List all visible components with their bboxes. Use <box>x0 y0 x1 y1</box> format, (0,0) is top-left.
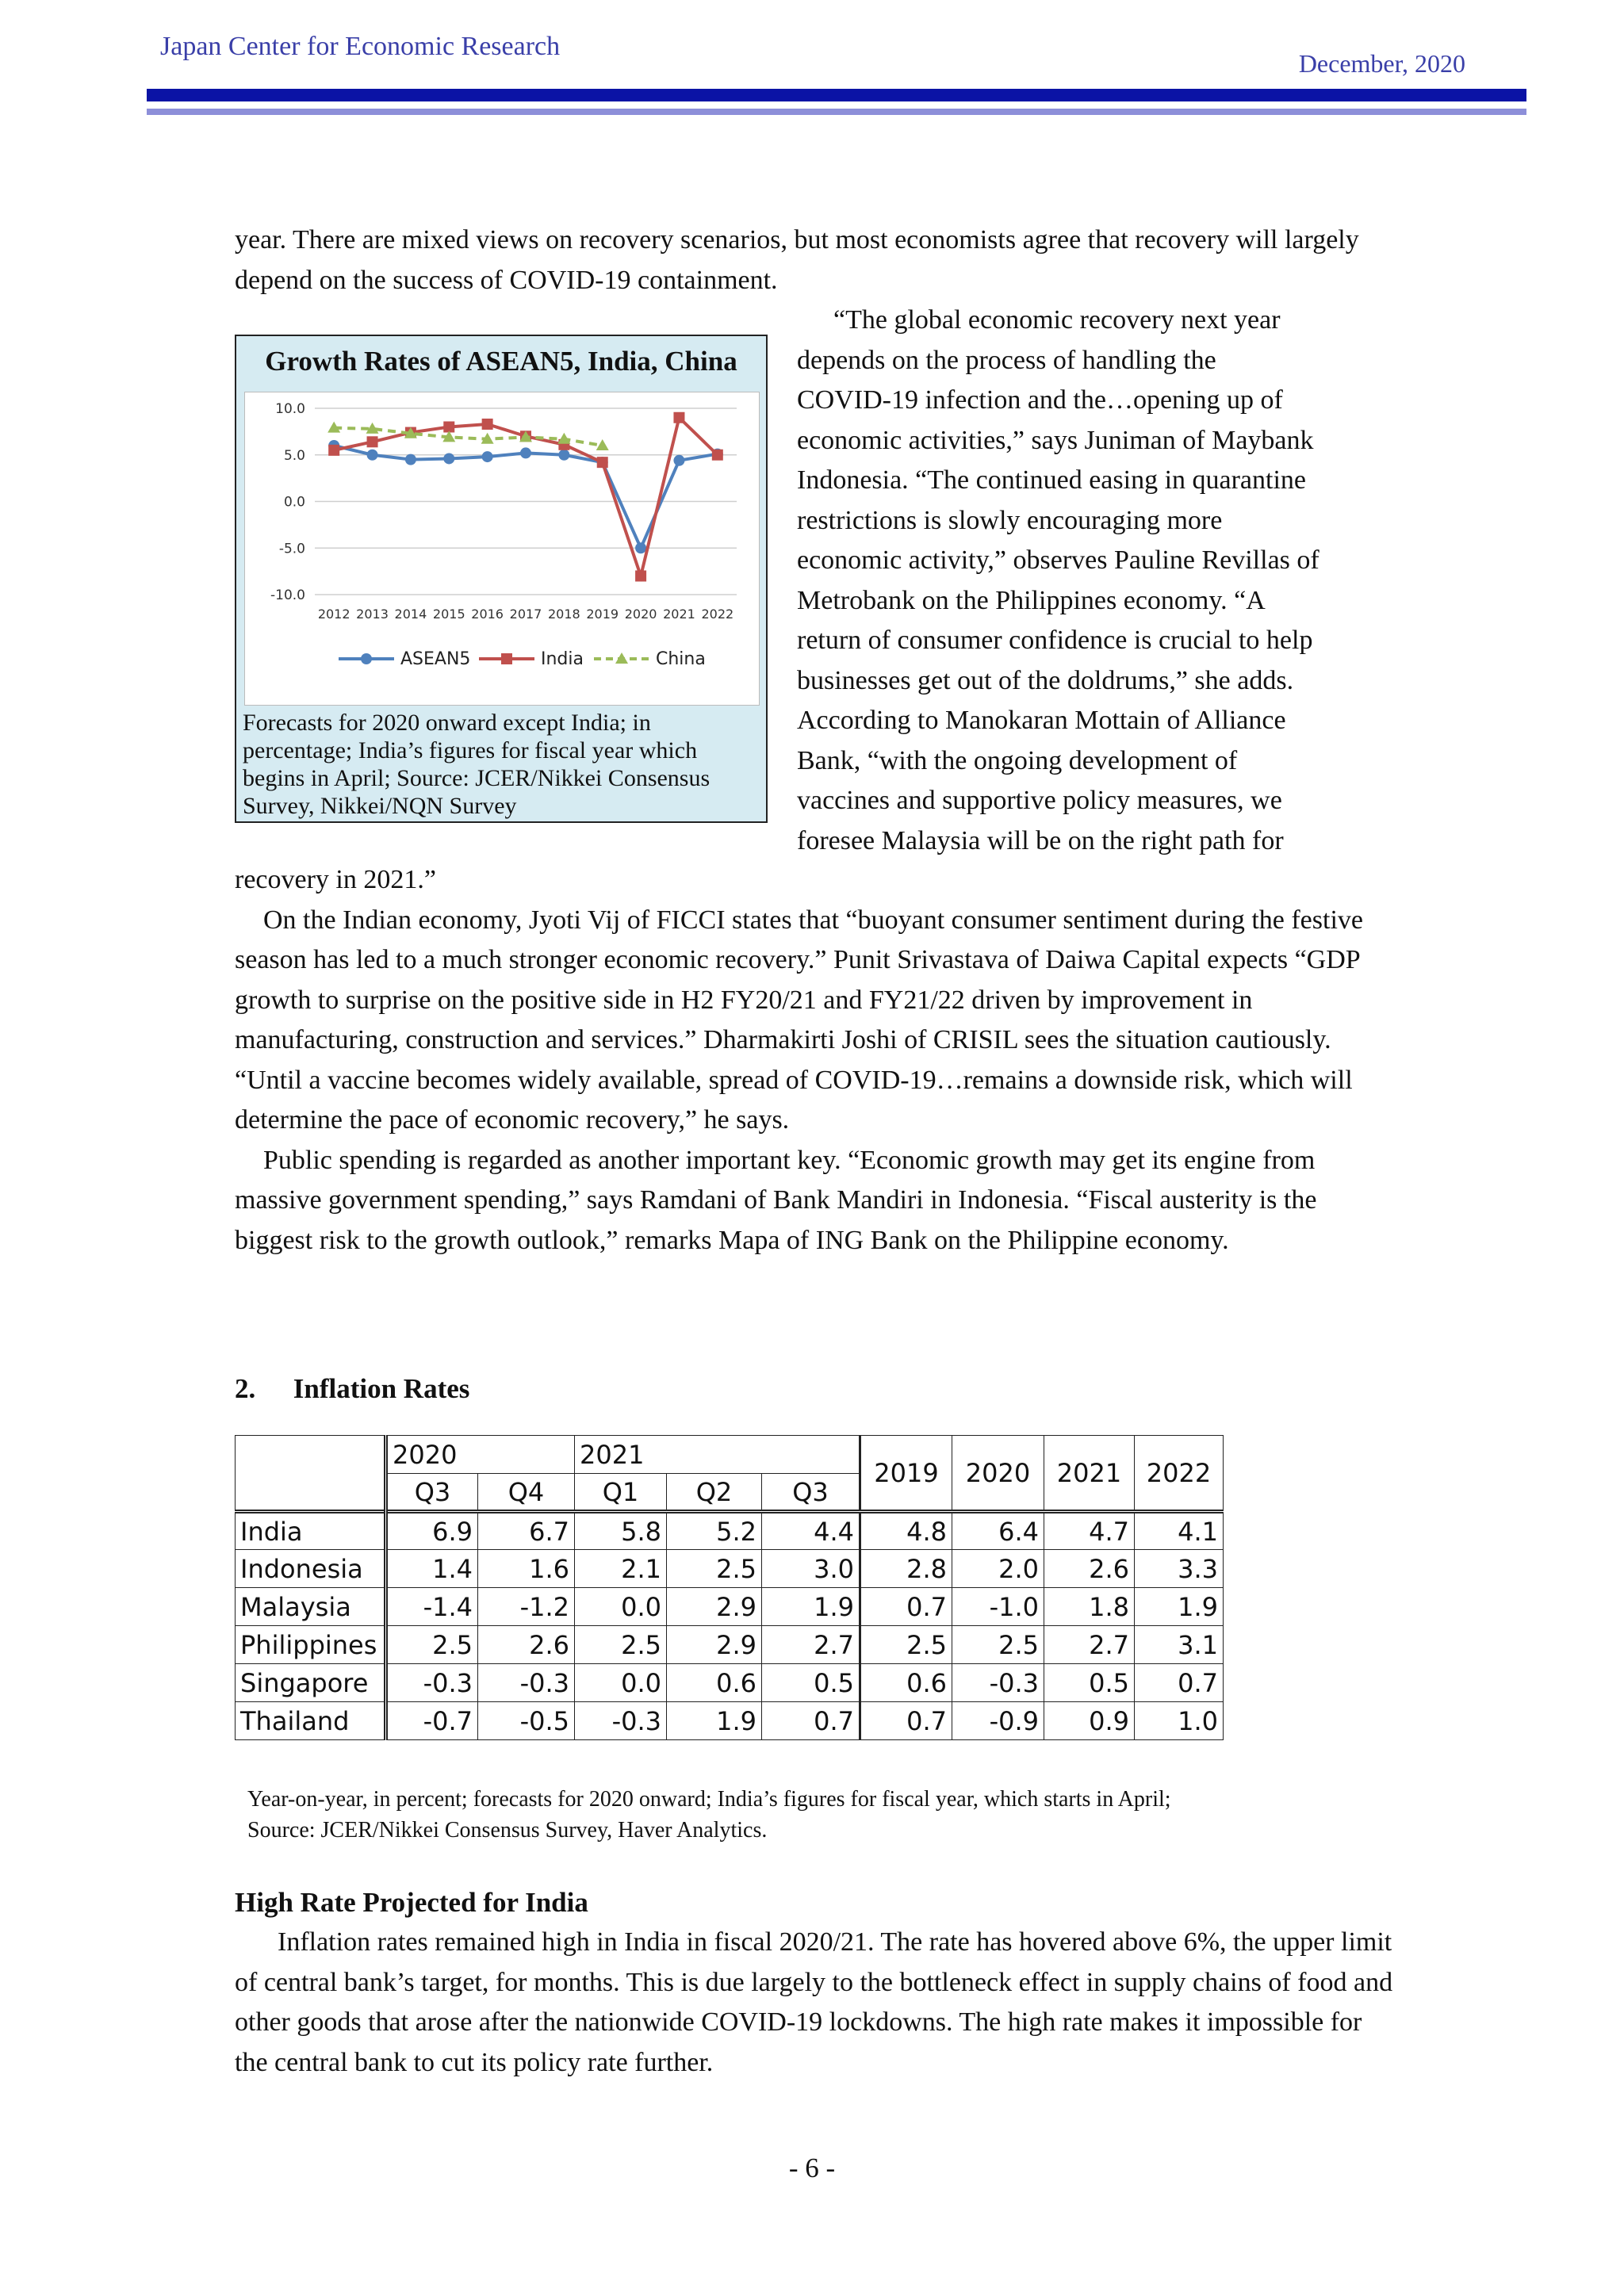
side-line: economic activity,” observes Pauline Revillas of <box>797 545 1320 575</box>
chart-area <box>244 392 760 706</box>
x-tick-label: 2019 <box>586 607 619 622</box>
table-corner-cell <box>236 1436 386 1512</box>
x-tick-label: 2022 <box>701 607 734 622</box>
paragraph-india-inflation-text: Inflation rates remained high in India in fiscal 2020/21. The rate has hovered above 6%, the upper limit of central bank’s target, for months. This is due largely to the bottleneck effect in supply chains of food and other goods that arose after the nationwide COVID-19 lockdowns. The high rate makes it impossible for the central bank to cut its policy rate further. <box>235 1927 1393 2077</box>
table-note-line: Year-on-year, in percent; forecasts for 2020 onward; India’s figures for fiscal year, which starts in April; <box>247 1787 1171 1812</box>
year-header: 2021 <box>575 1436 860 1474</box>
country-cell: Malaysia <box>236 1588 386 1626</box>
annual-header: 2019 <box>860 1436 952 1512</box>
annual-value-cell: 2.0 <box>952 1550 1044 1588</box>
quarter-value-cell: 5.8 <box>575 1512 667 1550</box>
quarter-value-cell: 0.6 <box>667 1664 762 1702</box>
data-point-asean5 <box>367 450 378 461</box>
annual-value-cell: 3.1 <box>1135 1626 1224 1664</box>
y-tick-label: 5.0 <box>283 447 305 464</box>
x-tick-label: 2016 <box>471 607 504 622</box>
quarter-value-cell: 0.0 <box>575 1664 667 1702</box>
growth-chart <box>245 392 759 705</box>
annual-header: 2020 <box>952 1436 1044 1512</box>
side-line: businesses get out of the doldrums,” she adds. <box>797 665 1294 695</box>
section-title: Inflation Rates <box>293 1373 470 1404</box>
inflation-table <box>235 1435 1224 1740</box>
annual-value-cell: 2.7 <box>1044 1626 1135 1664</box>
data-point-asean5 <box>443 453 454 464</box>
annual-value-cell: 4.1 <box>1135 1512 1224 1550</box>
quarter-value-cell: -0.3 <box>575 1702 667 1740</box>
y-tick-label: -10.0 <box>270 587 305 603</box>
data-point-india <box>712 450 723 461</box>
quarter-value-cell: -0.7 <box>386 1702 478 1740</box>
annual-value-cell: 1.8 <box>1044 1588 1135 1626</box>
header-org: Japan Center for Economic Research <box>160 32 561 61</box>
annual-value-cell: 0.5 <box>1044 1664 1135 1702</box>
section-heading <box>235 1373 469 1405</box>
quarter-header: Q2 <box>667 1474 762 1512</box>
legend-marker-asean5 <box>361 653 372 664</box>
annual-value-cell: -0.3 <box>952 1664 1044 1702</box>
data-point-asean5 <box>482 451 493 462</box>
side-line: foresee Malaysia will be on the right path for <box>797 825 1284 855</box>
side-line: vaccines and supportive policy measures, we <box>797 786 1282 815</box>
quarter-header: Q3 <box>762 1474 860 1512</box>
y-tick-label: 0.0 <box>283 494 305 511</box>
paragraph-india: On the Indian economy, Jyoti Vij of FICCI states that “buoyant consumer sentiment during the festive season has led to a much stronger economic recovery.” Punit Srivastava of Daiwa Capital expects “GDP growth to surprise on the positive side in H2 FY20/21 and FY21/22 driven by improvement in manufacturing, construction and services.” Dharmakirti Joshi of CRISIL sees the situation cautiously. “Until a vaccine becomes widely available, spread of COVID-19…remains a downside risk, which will determine the pace of economic recovery,” he says. <box>235 905 1363 1135</box>
data-point-india <box>673 412 684 423</box>
quarter-value-cell: 1.6 <box>478 1550 575 1588</box>
country-cell: Singapore <box>236 1664 386 1702</box>
annual-value-cell: 4.8 <box>860 1512 952 1550</box>
x-tick-label: 2018 <box>548 607 580 622</box>
quarter-header: Q4 <box>478 1474 575 1512</box>
annual-value-cell: 2.8 <box>860 1550 952 1588</box>
legend-marker-china <box>615 652 628 664</box>
header-date: December, 2020 <box>1298 49 1465 78</box>
quarter-value-cell: 0.5 <box>762 1664 860 1702</box>
side-line: economic activities,” says Juniman of Maybank <box>797 425 1314 455</box>
quarter-value-cell: -0.3 <box>386 1664 478 1702</box>
quarter-value-cell: 2.1 <box>575 1550 667 1588</box>
quarter-header: Q1 <box>575 1474 667 1512</box>
annual-value-cell: 6.4 <box>952 1512 1044 1550</box>
side-line: “The global economic recovery next year <box>833 305 1281 335</box>
side-line: According to Manokaran Mottain of Alliance <box>797 706 1286 735</box>
data-point-india <box>482 419 493 430</box>
table-row <box>236 1588 1224 1626</box>
side-line: Bank, “with the ongoing development of <box>797 745 1238 775</box>
side-column <box>797 300 1400 861</box>
annual-header: 2021 <box>1044 1436 1135 1512</box>
quarter-value-cell: 5.2 <box>667 1512 762 1550</box>
data-point-china <box>596 439 609 450</box>
quarter-value-cell: 6.9 <box>386 1512 478 1550</box>
section-number: 2. <box>235 1373 256 1404</box>
x-tick-label: 2017 <box>509 607 542 622</box>
table-row <box>236 1626 1224 1664</box>
quarter-value-cell: 2.7 <box>762 1626 860 1664</box>
quarter-value-cell: 1.9 <box>667 1702 762 1740</box>
quarter-value-cell: 1.4 <box>386 1550 478 1588</box>
annual-value-cell: 0.7 <box>1135 1664 1224 1702</box>
annual-value-cell: 2.6 <box>1044 1550 1135 1588</box>
country-cell: Thailand <box>236 1702 386 1740</box>
side-line: COVID-19 infection and the…opening up of <box>797 385 1283 415</box>
legend-marker-india <box>501 653 512 664</box>
annual-value-cell: 0.6 <box>860 1664 952 1702</box>
paragraph-public-spending: Public spending is regarded as another important key. “Economic growth may get its engine from massive government spending,” says Ramdani of Bank Mandiri in Indonesia. “Fiscal austerity is the biggest risk to the growth outlook,” remarks Mapa of ING Bank on the Philippine economy. <box>235 1145 1317 1255</box>
quarter-value-cell: 2.9 <box>667 1588 762 1626</box>
annual-value-cell: 2.5 <box>860 1626 952 1664</box>
quarter-value-cell: -0.3 <box>478 1664 575 1702</box>
x-tick-label: 2014 <box>394 607 427 622</box>
x-tick-label: 2013 <box>356 607 389 622</box>
quarter-value-cell: 2.5 <box>575 1626 667 1664</box>
data-point-india <box>328 445 339 456</box>
data-point-india <box>635 571 646 582</box>
x-tick-label: 2021 <box>663 607 695 622</box>
quarter-value-cell: 2.5 <box>667 1550 762 1588</box>
side-line: depends on the process of handling the <box>797 345 1216 375</box>
data-point-india <box>443 422 454 433</box>
data-point-asean5 <box>405 454 416 465</box>
header-rule-thick <box>147 89 1526 101</box>
annual-value-cell: 4.7 <box>1044 1512 1135 1550</box>
side-line: Indonesia. “The continued easing in quarantine <box>797 465 1306 495</box>
country-cell: Indonesia <box>236 1550 386 1588</box>
paragraph-india-inflation <box>235 1923 1400 2083</box>
data-point-asean5 <box>520 447 531 458</box>
annual-value-cell: -1.0 <box>952 1588 1044 1626</box>
annual-value-cell: 1.9 <box>1135 1588 1224 1626</box>
data-point-asean5 <box>558 450 569 461</box>
year-header: 2020 <box>386 1436 575 1474</box>
intro-paragraph: year. There are mixed views on recovery scenarios, but most economists agree that recovery will largely depend on the success of COVID-19 containment. <box>235 225 1359 295</box>
legend-label: ASEAN5 <box>400 649 471 669</box>
growth-figure <box>235 335 768 823</box>
annual-value-cell: 1.0 <box>1135 1702 1224 1740</box>
table-row <box>236 1702 1224 1740</box>
annual-value-cell: -0.9 <box>952 1702 1044 1740</box>
y-tick-label: 10.0 <box>275 401 305 417</box>
page-number: - 6 - <box>788 2152 836 2183</box>
annual-value-cell: 0.9 <box>1044 1702 1135 1740</box>
y-tick-label: -5.0 <box>278 541 305 557</box>
quarter-value-cell: 0.0 <box>575 1588 667 1626</box>
x-tick-label: 2020 <box>624 607 657 622</box>
quarter-value-cell: -1.4 <box>386 1588 478 1626</box>
country-cell: India <box>236 1512 386 1550</box>
side-line: restrictions is slowly encouraging more <box>797 505 1223 535</box>
quarter-value-cell: 1.9 <box>762 1588 860 1626</box>
quarter-value-cell: 0.7 <box>762 1702 860 1740</box>
side-line: Metrobank on the Philippines economy. “A <box>797 585 1266 615</box>
table-note <box>247 1784 1171 1846</box>
figure-title: Growth Rates of ASEAN5, India, China <box>265 346 737 377</box>
data-point-asean5 <box>635 542 646 553</box>
quarter-value-cell: 3.0 <box>762 1550 860 1588</box>
data-point-india <box>367 436 378 447</box>
quarter-value-cell: -0.5 <box>478 1702 575 1740</box>
x-tick-label: 2015 <box>432 607 465 622</box>
annual-value-cell: 2.5 <box>952 1626 1044 1664</box>
table-note-line: Source: JCER/Nikkei Consensus Survey, Haver Analytics. <box>247 1818 768 1843</box>
body-text <box>235 860 1400 1261</box>
annual-header: 2022 <box>1135 1436 1224 1512</box>
figure-caption: Forecasts for 2020 onward except India; in percentage; India’s figures for fiscal year which begins in April; Source: JCER/Nikkei Consensus Survey, Nikkei/NQN Survey <box>243 710 710 819</box>
data-point-asean5 <box>673 455 684 466</box>
data-point-india <box>597 457 608 468</box>
legend-label: India <box>541 649 584 669</box>
quarter-value-cell: 6.7 <box>478 1512 575 1550</box>
annual-value-cell: 0.7 <box>860 1588 952 1626</box>
annual-value-cell: 0.7 <box>860 1702 952 1740</box>
table-row <box>236 1664 1224 1702</box>
annual-value-cell: 3.3 <box>1135 1550 1224 1588</box>
header-rule-thin <box>147 109 1526 115</box>
quarter-value-cell: 2.6 <box>478 1626 575 1664</box>
table-row <box>236 1512 1224 1550</box>
quarter-value-cell: 4.4 <box>762 1512 860 1550</box>
quarter-value-cell: 2.9 <box>667 1626 762 1664</box>
quarter-value-cell: -1.2 <box>478 1588 575 1626</box>
quarter-value-cell: 2.5 <box>386 1626 478 1664</box>
country-cell: Philippines <box>236 1626 386 1664</box>
legend-label: China <box>656 649 706 669</box>
quarter-header: Q3 <box>386 1474 478 1512</box>
subsection-title: High Rate Projected for India <box>235 1887 588 1918</box>
table-row <box>236 1550 1224 1588</box>
paragraph-recovery-end: recovery in 2021.” <box>235 865 436 894</box>
x-tick-label: 2012 <box>317 607 350 622</box>
side-line: return of consumer confidence is crucial to help <box>797 626 1313 655</box>
